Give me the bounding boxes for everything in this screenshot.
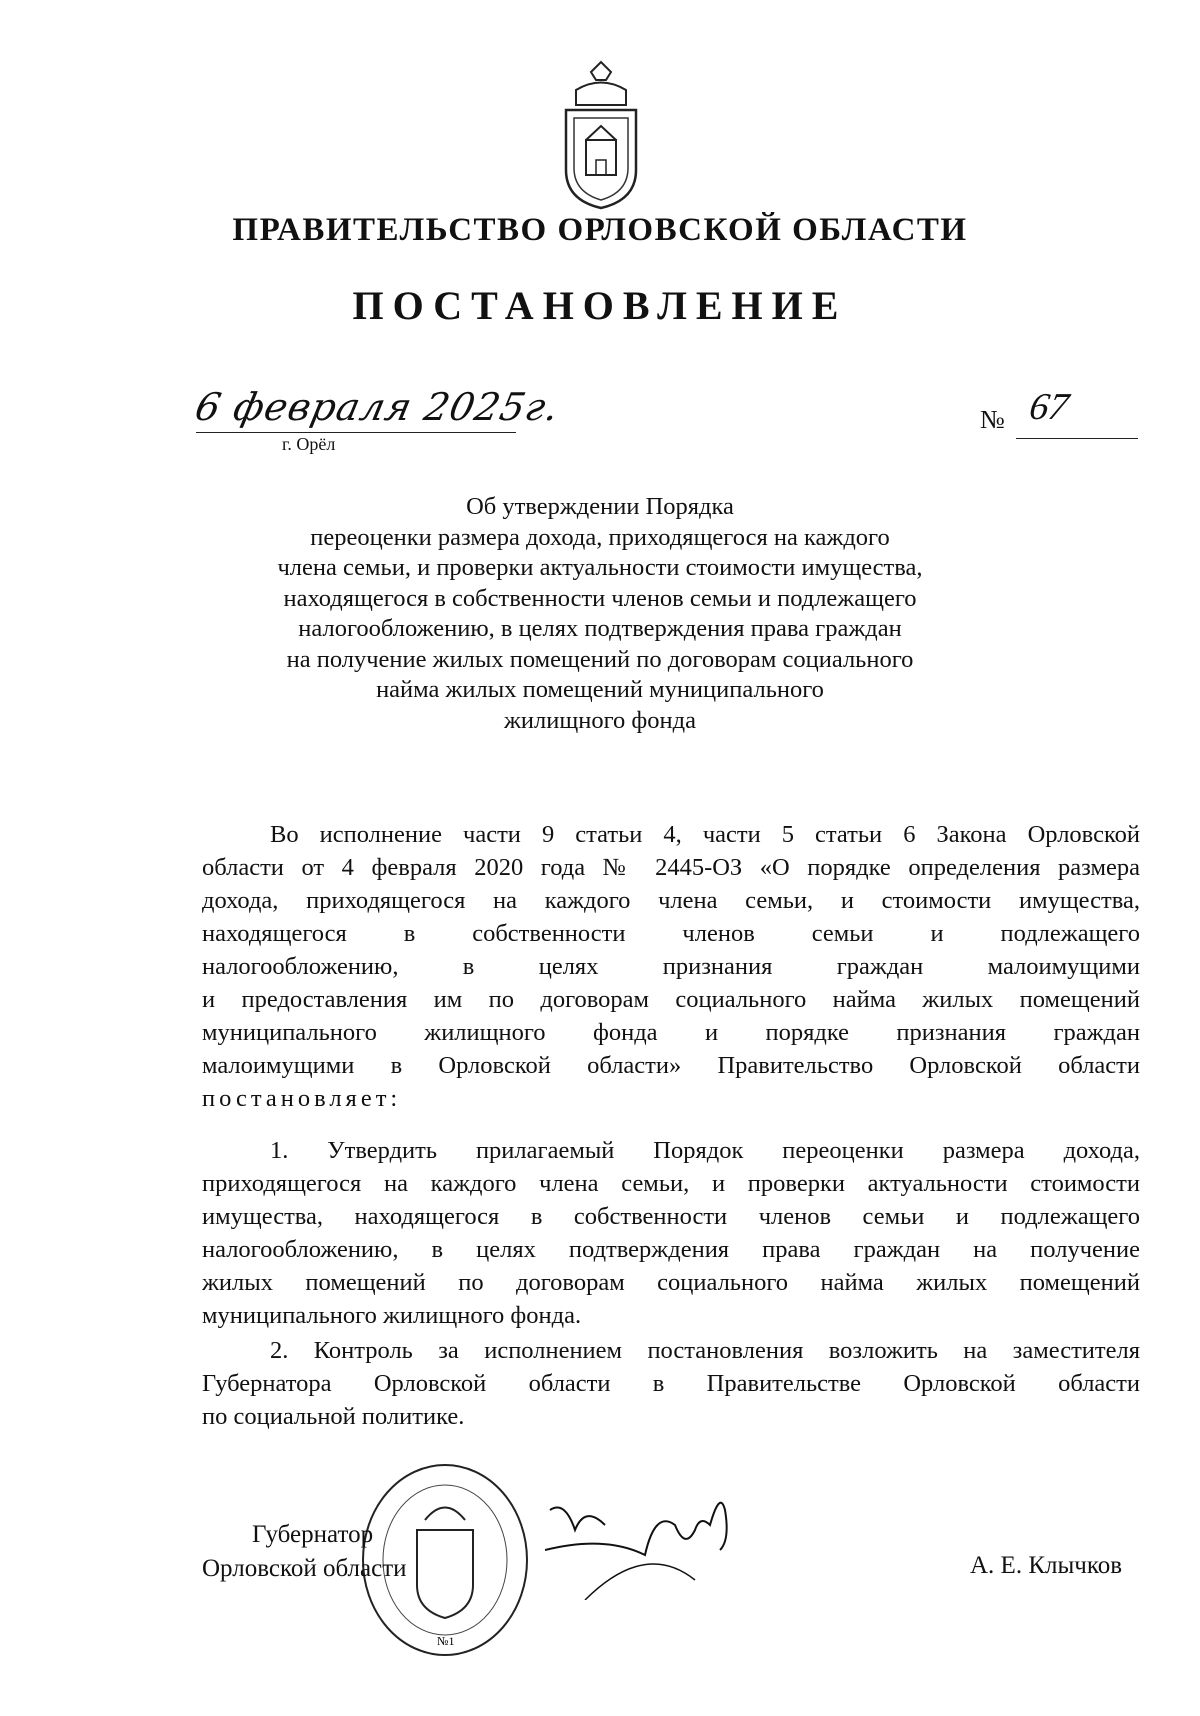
- text-line: 1. Утвердить прилагаемый Порядок переоценки размера дохода,: [270, 1137, 1140, 1164]
- document-number: 67: [1026, 386, 1072, 428]
- point-2-paragraph: [202, 1334, 1140, 1433]
- text-line: жилых помещений по договорам социального найма жилых помещений: [202, 1269, 1140, 1296]
- city-label: г. Орёл: [282, 434, 336, 454]
- organization-title: ПРАВИТЕЛЬСТВО ОРЛОВСКОЙ ОБЛАСТИ: [232, 212, 968, 248]
- text-line: находящегося в собственности членов семьи и подлежащего: [202, 920, 1140, 947]
- signatory-title: [202, 1518, 407, 1586]
- text-line: по социальной политике.: [202, 1403, 465, 1430]
- text-line: постановляет:: [202, 1085, 402, 1112]
- text-line: малоимущими в Орловской области» Правительство Орловской области: [202, 1052, 1140, 1079]
- subject-line: находящегося в собственности членов семьи и подлежащего: [283, 584, 917, 612]
- preamble-paragraph: [202, 818, 1140, 1115]
- svg-text:№1: №1: [437, 1634, 455, 1648]
- coat-of-arms-emblem: [556, 60, 646, 210]
- text-line: приходящегося на каждого члена семьи, и проверки актуальности стоимости: [202, 1170, 1140, 1197]
- number-underline: [1016, 438, 1138, 439]
- text-line: Губернатора Орловской области в Правительстве Орловской области: [202, 1370, 1140, 1397]
- subject-line: налогообложению, в целях подтверждения права граждан: [298, 615, 902, 642]
- text-line: и предоставления им по договорам социального найма жилых помещений: [202, 986, 1140, 1013]
- point-1-paragraph: [202, 1134, 1140, 1332]
- signatory-name: А. Е. Клычков: [970, 1552, 1123, 1579]
- subject-line: жилищного фонда: [504, 706, 696, 734]
- text-line: муниципального жилищного фонда и порядке признания граждан: [202, 1019, 1140, 1046]
- text-line: области от 4 февраля 2020 года № 2445-ОЗ «О порядке определения размера: [202, 854, 1140, 881]
- handwritten-signature: [545, 1480, 745, 1600]
- subject-line: переоценки размера дохода, приходящегося на каждого: [310, 523, 890, 551]
- number-label: №: [980, 405, 1005, 434]
- subject-line: Об утверждении Порядка: [466, 493, 734, 520]
- document-type-title: ПОСТАНОВЛЕНИЕ: [352, 283, 848, 328]
- handwritten-date: 6 февраля 2025г.: [191, 385, 564, 429]
- text-line: налогообложению, в целях признания граждан малоимущими: [202, 953, 1140, 980]
- signatory-title-line: Орловской области: [202, 1555, 407, 1582]
- text-line: муниципального жилищного фонда.: [202, 1302, 582, 1329]
- date-underline: [196, 432, 516, 433]
- text-line: налогообложению, в целях подтверждения права граждан на получение: [202, 1236, 1140, 1263]
- subject-line: найма жилых помещений муниципального: [376, 676, 824, 703]
- text-line: 2. Контроль за исполнением постановления возложить на заместителя: [270, 1337, 1140, 1364]
- subject-line: члена семьи, и проверки актуальности стоимости имущества,: [277, 554, 923, 581]
- document-subject: [0, 492, 1200, 736]
- text-line: дохода, приходящегося на каждого члена семьи, и стоимости имущества,: [202, 887, 1140, 914]
- subject-line: на получение жилых помещений по договорам социального: [286, 645, 914, 673]
- text-line: Во исполнение части 9 статьи 4, части 5 статьи 6 Закона Орловской: [270, 821, 1140, 848]
- text-line: имущества, находящегося в собственности членов семьи и подлежащего: [202, 1203, 1140, 1230]
- signatory-title-line: Губернатор: [252, 1521, 374, 1548]
